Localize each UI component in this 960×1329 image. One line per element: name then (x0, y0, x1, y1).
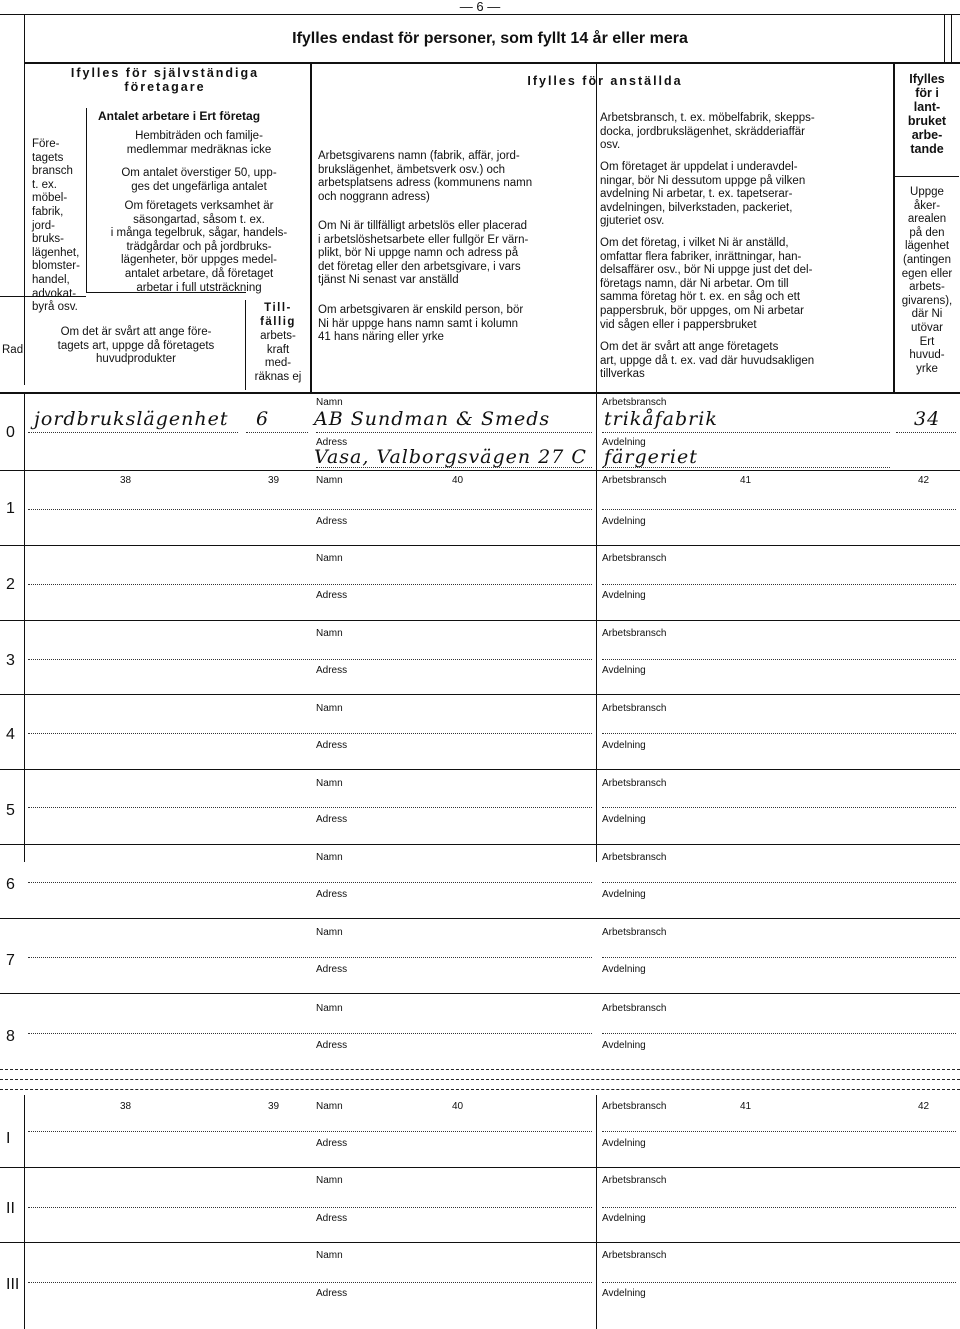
page-number: — 6 — (459, 0, 501, 14)
col-number-41: 41 (740, 1101, 752, 1112)
col-number-40: 40 (452, 475, 464, 486)
temp-text: arbets- kraft med- räknas ej (254, 330, 302, 383)
row-number: 3 (6, 652, 15, 669)
workers-text-3: Om företagets verksamhet är säsongartad, såsom t. ex. i många tegelbruk, sågar, handels- trädgårdar och på jordbruks- lägenheter, bör uppges medel- antalet arbetare, då företaget arbetar i full utsträckning (110, 200, 288, 294)
row-number: 1 (6, 500, 15, 517)
namn-label: Namn (316, 475, 343, 486)
row-number: 8 (6, 1028, 15, 1045)
roman-row-number: I (6, 1130, 11, 1147)
avdelning-label: Avdelning (602, 1138, 646, 1149)
workers-title: Antalet arbetare i Ert företag (98, 109, 261, 123)
arbetsbransch-label: Arbetsbransch (602, 628, 667, 639)
row0-adress-label: Adress (316, 437, 348, 448)
employed-header: Ifylles för anställda (527, 74, 683, 88)
col-number-38: 38 (120, 475, 132, 486)
adress-label: Adress (316, 1213, 348, 1224)
row0-acreage-value: 34 (914, 408, 941, 430)
avdelning-label: Avdelning (602, 1213, 646, 1224)
row0-work-branch-value: trikåfabrik (604, 408, 718, 430)
namn-label: Namn (316, 628, 343, 639)
col-number-39: 39 (268, 1101, 280, 1112)
col-number-42: 42 (918, 475, 930, 486)
adress-label: Adress (316, 1040, 348, 1051)
adress-label: Adress (316, 516, 348, 527)
row-number: 5 (6, 802, 15, 819)
arbetsbransch-label: Arbetsbransch (602, 1250, 667, 1261)
company-type-instructions: Om det är svårt att ange före- tagets art, uppge då företagets huvudprodukter (57, 326, 215, 366)
row0-department-value: färgeriet (604, 446, 698, 468)
arbetsbransch-label: Arbetsbransch (602, 927, 667, 938)
department-instructions: Om företaget är uppdelat i underavdel- ningar, bör Ni dessutom uppge på vilken avdelning Ni arbetar, t. ex. tapetserar- avdelningen, bilverkstaden, packeriet, gjuteriet osv. (600, 161, 806, 228)
row0-workers-value: 6 (256, 408, 270, 430)
avdelning-label: Avdelning (602, 814, 646, 825)
row0-avdelning-label: Avdelning (602, 437, 646, 448)
row0-namn-label: Namn (316, 397, 343, 408)
row-number: 4 (6, 726, 15, 743)
roman-row-number: III (6, 1276, 20, 1293)
namn-label: Namn (316, 852, 343, 863)
namn-label: Namn (316, 1003, 343, 1014)
avdelning-label: Avdelning (602, 590, 646, 601)
avdelning-label: Avdelning (602, 665, 646, 676)
unemployed-instructions: Om Ni är tillfälligt arbetslös eller placerad i arbetslöshetsarbete eller fullgör Er värn- plikt, bör Ni uppge namn och adress på det företag eller den arbetsgivare, i vars tjänst Ni senast var anställd (318, 220, 529, 287)
namn-label: Namn (316, 553, 343, 564)
arbetsbransch-label: Arbetsbransch (602, 553, 667, 564)
adress-label: Adress (316, 964, 348, 975)
avdelning-label: Avdelning (602, 740, 646, 751)
main-header: Ifylles endast för personer, som fyllt 14 år eller mera (292, 30, 688, 47)
workers-text-2: Om antalet överstiger 50, upp- ges det ungefärliga antalet (121, 167, 277, 193)
col-number-42: 42 (918, 1101, 930, 1112)
adress-label: Adress (316, 1288, 348, 1299)
avdelning-label: Avdelning (602, 516, 646, 527)
col-number-40: 40 (452, 1101, 464, 1112)
adress-label: Adress (316, 1138, 348, 1149)
arbetsbransch-label: Arbetsbransch (602, 778, 667, 789)
row-label: Rad (2, 344, 24, 356)
arbetsbransch-label: Arbetsbransch (602, 1175, 667, 1186)
adress-label: Adress (316, 814, 348, 825)
private-employer-instructions: Om arbetsgivaren är enskild person, bör Ni här uppge hans namn samt i kolumn 41 hans näring eller yrke (318, 304, 524, 344)
roman-row-number: II (6, 1200, 15, 1217)
self-employed-header: Ifylles för självständiga företagare (70, 66, 260, 94)
row0-address-value: Vasa, Valborgsvägen 27 C (314, 446, 587, 468)
row-number: 6 (6, 876, 15, 893)
col-number-41: 41 (740, 475, 752, 486)
namn-label: Namn (316, 927, 343, 938)
arbetsbransch-label: Arbetsbransch (602, 703, 667, 714)
workers-text-1: Hembiträden och familje- medlemmar medräknas icke (126, 130, 272, 156)
col-number-39: 39 (268, 475, 280, 486)
arbetsbransch-label: Arbetsbransch (602, 475, 667, 486)
adress-label: Adress (316, 889, 348, 900)
avdelning-label: Avdelning (602, 889, 646, 900)
avdelning-label: Avdelning (602, 1288, 646, 1299)
employer-instructions: Arbetsgivarens namn (fabrik, affär, jord- brukslägenhet, ämbetsverk osv.) och arbetsplatsens adress (kommunens namn och noggrann adress) (318, 150, 533, 203)
namn-label: Namn (316, 703, 343, 714)
row0-employer-name-value: AB Sundman & Smeds (314, 408, 551, 430)
arbetsbransch-label: Arbetsbransch (602, 1101, 667, 1112)
row-number: 0 (6, 424, 15, 441)
avdelning-label: Avdelning (602, 1040, 646, 1051)
product-instructions: Om det är svårt att ange företagets art, uppge då t. ex. vad där huvudsakligen tillverkas (600, 341, 815, 381)
agri-header: Ifylles för i lant- bruket arbe- tande (907, 72, 947, 156)
arbetsbransch-label: Arbetsbransch (602, 852, 667, 863)
col-number-38: 38 (120, 1101, 132, 1112)
namn-label: Namn (316, 1250, 343, 1261)
adress-label: Adress (316, 740, 348, 751)
namn-label: Namn (316, 1175, 343, 1186)
row0-branch-value: jordbrukslägenhet (34, 408, 229, 430)
namn-label: Namn (316, 778, 343, 789)
row0-arbetsbransch-label: Arbetsbransch (602, 397, 667, 408)
branch-examples: Arbetsbransch, t. ex. möbelfabrik, skepps- docka, jordbrukslägenhet, skrädderiaffär osv. (600, 112, 815, 152)
branch-instructions: Före- tagets bransch t. ex. möbel- fabrik, jord- bruks- lägenhet, blomster- handel, advokat- byrå osv. (32, 138, 80, 314)
avdelning-label: Avdelning (602, 964, 646, 975)
row-number: 7 (6, 952, 15, 969)
adress-label: Adress (316, 665, 348, 676)
row-number: 2 (6, 576, 15, 593)
arbetsbransch-label: Arbetsbransch (602, 1003, 667, 1014)
adress-label: Adress (316, 590, 348, 601)
namn-label: Namn (316, 1101, 343, 1112)
subcompany-instructions: Om det företag, i vilket Ni är anställd, omfattar flera fabriker, inrättningar, han- delsaffärer osv., bör Ni uppge just det del- företags namn, där Ni arbetar. Om till samma företag hör t. ex. en såg och ett pappersbruk, bör uppges, om Ni arbetar vid sågen eller i pappersbruket (600, 237, 813, 331)
agri-instructions: Uppge åker- arealen på den lägenhet (antingen egen eller arbets- givarens), där Ni utövar Ert huvud- yrke (901, 186, 953, 375)
temp-header: Till- fällig (260, 302, 296, 328)
